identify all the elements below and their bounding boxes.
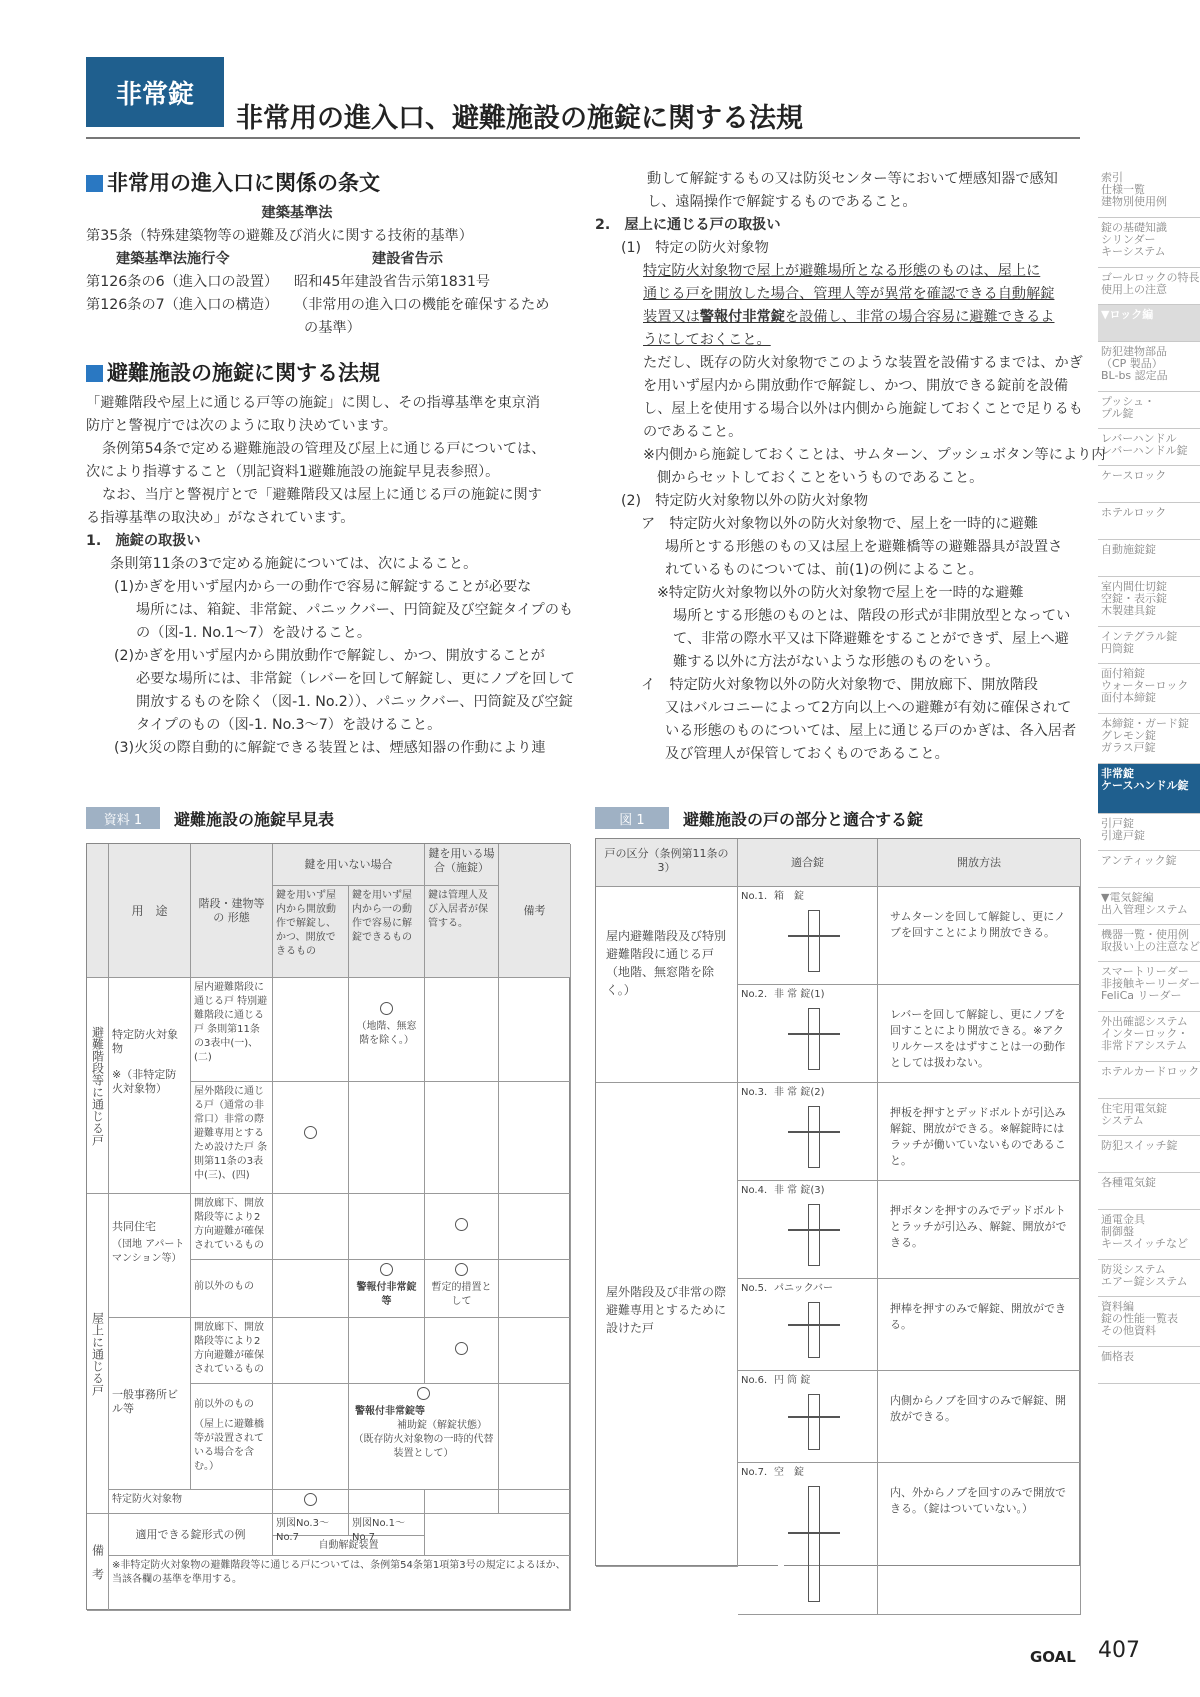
lock-diagram-icon <box>778 1008 838 1070</box>
para: (1)かぎを用いず屋内から一の動作で容易に解錠することが必要な <box>114 579 532 595</box>
para: 次により指導すること（別記資料1避難施設の施錠早見表参照）。 <box>86 464 500 480</box>
lock-fit-table <box>595 838 1080 1566</box>
note: て、非常の際水平又は下降避難をすることができず、屋上へ避 <box>673 631 1069 647</box>
section-heading-entry: 非常用の進入口に関係の条文 <box>86 168 568 198</box>
para: る指導基準の取決め」がなされています。 <box>86 510 355 526</box>
para: 条例第54条で定める避難施設の管理及び屋上に通じる戸については、 <box>102 441 546 457</box>
lock-cell: No.3．非 常 錠(2) <box>738 1083 878 1181</box>
form-outdoor: 屋外階段に通じる戸（通常の非常口）非常の際避難専用とするため設けた戸 条則第11条の3表中(三)、(四) <box>191 1082 273 1194</box>
table2-caption <box>595 805 923 831</box>
subheading: 2. 屋上に通じる戸の取扱い <box>595 217 781 233</box>
circle-mark-icon <box>417 1387 430 1400</box>
sidebar-index <box>1098 168 1200 1384</box>
sidebar-tab[interactable]: 本締錠・ガード錠 グレモン錠 ガラス戸錠 <box>1098 714 1200 764</box>
para: タイプのもの（図-1. No.3〜7）を設けること。 <box>136 717 442 733</box>
para: 特定防火対象物で屋上が避難場所となる形態のものは、屋上に <box>643 263 1041 279</box>
sidebar-tab[interactable]: インテグラル錠 円筒錠 <box>1098 627 1200 664</box>
cell-office-key <box>425 1318 499 1384</box>
sidebar-tab[interactable]: 防犯スイッチ錠 <box>1098 1136 1200 1173</box>
para: のであること。 <box>643 424 743 440</box>
para: の（図-1. No.1〜7）を設けること。 <box>136 625 372 641</box>
open-method: レバーを回して解錠し、更にノブを回すことにより開放できる。※アクリルケースをはずすことは一の動作としては扱わない。 <box>878 985 1081 1083</box>
circle-mark-icon <box>455 1263 468 1276</box>
sidebar-tab[interactable]: 価格表 <box>1098 1347 1200 1384</box>
lock-diagram-icon <box>778 1486 838 1602</box>
form-2way: 開放廊下、開放階段等により2方向避難が確保されているもの <box>191 1318 273 1384</box>
para: 又はバルコニーによって2方向以上への避難が有効に確保されて <box>665 700 1072 716</box>
section-badge: 非常錠 <box>86 57 224 127</box>
sidebar-tab[interactable]: ホテルカードロック <box>1098 1062 1200 1099</box>
use-housing: 共同住宅 （団地 アパート マンション等） <box>109 1194 191 1318</box>
lock-diagram-icon <box>778 1394 838 1450</box>
sidebar-tab[interactable]: 資料編 錠の性能一覧表 その他資料 <box>1098 1297 1200 1347</box>
sidebar-tab[interactable]: 索引 仕様一覧 建物別使用例 <box>1098 168 1200 218</box>
sidebar-tab[interactable]: 防犯建物部品 （CP 製品） BL-bs 認定品 <box>1098 342 1200 392</box>
circle-mark-icon <box>380 1002 393 1015</box>
fig-ref-2: 別図No.1〜No.7 <box>349 1514 425 1536</box>
th-remark: 備考 <box>499 844 571 978</box>
para: 動して解錠するもの又は防災センター等において煙感知器で感知 <box>647 171 1058 187</box>
cell-outdoor-open <box>273 1082 349 1194</box>
sidebar-tab[interactable]: 外出確認システム インターロック・ 非常ドアシステム <box>1098 1012 1200 1062</box>
table1-title: 避難施設の施錠早見表 <box>174 809 335 829</box>
use-office: 一般事務所ビル等 <box>109 1318 191 1490</box>
th-door: 戸の区分（条例第11条の3） <box>596 839 738 887</box>
th-lock: 適合錠 <box>738 839 878 887</box>
quick-reference-table <box>86 843 570 1610</box>
lock-cell: No.5．パニックバー <box>738 1279 878 1371</box>
group-remarks: 備 考 <box>87 1514 109 1611</box>
lock-cell: No.4．非 常 錠(3) <box>738 1181 878 1279</box>
door-outdoor: 屋外階段及び非常の際避難専用とするために設けた戸 <box>596 1083 738 1567</box>
form-2way: 開放廊下、開放階段等により2方向避難が確保されているもの <box>191 1194 273 1260</box>
sidebar-tab[interactable]: レバーハンドル レバーハンドル錠 <box>1098 429 1200 466</box>
sidebar-tab[interactable]: 引戸錠 引違戸錠 <box>1098 814 1200 851</box>
page-title: 非常用の進入口、避難施設の施錠に関する法規 <box>236 103 803 134</box>
para: (2)かぎを用いず屋内から開放動作で解錠し、かつ、開放することが <box>114 648 545 664</box>
para: 通じる戸を開放した場合、管理人等が異常を確認できる自動解錠 <box>643 286 1055 302</box>
note: 難する以外に方法がないような形態のものをいう。 <box>673 654 1000 670</box>
para: なお、当庁と警視庁とで「避難階段又は屋上に通じる戸の施錠に関す <box>102 487 542 503</box>
sidebar-tab[interactable]: ゴールロックの特長 使用上の注意 <box>1098 268 1200 305</box>
section-heading-lock: 避難施設の施錠に関する法規 <box>86 358 568 388</box>
lock-cell: No.6．円 筒 錠 <box>738 1371 878 1463</box>
cell-indoor-one: （地階、無窓階を除く。） <box>349 978 425 1082</box>
table1-caption <box>86 805 334 831</box>
law-row-2: 第126条の7（進入口の構造） （非常用の進入口の機能を確保するため <box>86 297 550 313</box>
note: ※特定防火対象物以外の防火対象物で屋上を一時的な避難 <box>657 585 1024 601</box>
para-alarm: 装置又は警報付非常錠を設備し、非常の場合容易に避難できるよ <box>643 309 1055 325</box>
para: ア 特定防火対象物以外の防火対象物で、屋上を一時的に避難 <box>641 516 1038 532</box>
para: し、屋上を使用する場合以外は内側から施錠しておくことで足りるも <box>643 401 1083 417</box>
note: 側からセットしておくことをいうものであること。 <box>657 470 984 486</box>
table1-label: 資料 1 <box>86 807 160 829</box>
square-bullet-icon <box>86 365 103 382</box>
sidebar-tab[interactable]: 自動施錠錠 <box>1098 540 1200 577</box>
open-method: サムターンを回して解錠し、更にノブを回すことにより開放できる。 <box>878 887 1081 985</box>
para: うにしておくこと。 <box>643 332 771 348</box>
cell-temp: 暫定的措置として <box>425 1260 499 1318</box>
circle-mark-icon <box>455 1342 468 1355</box>
sidebar-tab[interactable]: 防災システム エアー錠システム <box>1098 1260 1200 1297</box>
right-column <box>595 168 1106 766</box>
sidebar-tab[interactable]: ▼ロック編 <box>1098 305 1200 342</box>
table2-title: 避難施設の戸の部分と適合する錠 <box>683 809 924 829</box>
sidebar-tab[interactable]: ▼電気錠編 出入管理システム <box>1098 888 1200 925</box>
open-method: 内側からノブを回すのみで解錠、開放ができる。 <box>878 1371 1081 1463</box>
circle-mark-icon <box>304 1493 317 1506</box>
sidebar-tab[interactable]: 面付箱錠 ウォーターロック 面付本締錠 <box>1098 664 1200 714</box>
lock-diagram-icon <box>778 1106 838 1168</box>
th-form: 階段・建物等の 形態 <box>191 844 273 978</box>
para: イ 特定防火対象物以外の防火対象物で、開放廊下、開放階段 <box>641 677 1038 693</box>
table1-note: ※非特定防火対象物の避難階段等に通じる戸については、条例第54条第1項第3号の規定によるほか、当該各欄の基準を準用する。 <box>109 1556 571 1611</box>
para: 必要な場所には、非常錠（レバーを回して解錠し、更にノブを回して <box>136 671 575 687</box>
sidebar-tab[interactable]: 室内間仕切錠 空錠・表示錠 木製建具錠 <box>1098 577 1200 627</box>
subheading: 1. 施錠の取扱い <box>86 533 201 549</box>
para: を用いず屋内から開放動作で解錠し、かつ、開放できる錠前を設備 <box>643 378 1069 394</box>
sidebar-tab[interactable]: 錠の基礎知識 シリンダー キーシステム <box>1098 218 1200 268</box>
lock-diagram-icon <box>778 910 838 972</box>
left-column <box>86 168 575 760</box>
th-k1: 鍵を用いず屋内から開放動作で解錠し、かつ、開放できるもの <box>273 886 349 978</box>
article-35: 第35条（特殊建築物等の避難及び消火に関する技術的基準） <box>86 228 473 244</box>
para: (3)火災の際自動的に解錠できる装置とは、煙感知器の作動により連 <box>114 740 546 756</box>
para: 「避難階段や屋上に通じる戸等の施錠」に関し、その指導基準を東京消 <box>86 395 541 411</box>
subheading-2: (2) 特定防火対象物以外の防火対象物 <box>621 493 869 509</box>
sidebar-tab[interactable]: 住宅用電気錠 システム <box>1098 1099 1200 1136</box>
group-stairs: 避難階段等に通じる戸 <box>87 978 109 1194</box>
para: いる形態のものについては、屋上に通じる戸のかぎは、各入居者 <box>665 723 1077 739</box>
sidebar-tab[interactable]: アンティック錠 <box>1098 851 1200 888</box>
para: ただし、既存の防火対象物でこのような装置を設備するまでは、かぎ <box>643 355 1083 371</box>
law-names-row: 建築基準法施行令 建設省告示 <box>116 251 443 267</box>
use-special-roof: 特定防火対象物 <box>109 1490 273 1514</box>
para: 防庁と警視庁では次のように取り決めています。 <box>86 418 397 434</box>
open-method: 内、外からノブを回すのみで開放できる。（錠はついていない。） <box>878 1463 1081 1615</box>
th-nokey: 鍵を用いない場合 <box>273 844 425 886</box>
auto-unlock: 自動解錠装置 <box>273 1536 425 1556</box>
goal-logo: GOAL <box>1030 1648 1076 1666</box>
lock-cell: No.1．箱 錠 <box>738 887 878 985</box>
para: し、遠隔操作で解錠するものであること。 <box>647 194 917 210</box>
sidebar-tab[interactable]: ケースロック <box>1098 466 1200 503</box>
lock-cell: No.2．非 常 錠(1) <box>738 985 878 1083</box>
form-other: 前以外のもの <box>191 1260 273 1318</box>
circle-mark-icon <box>455 1218 468 1231</box>
table2-label: 図 1 <box>595 807 669 829</box>
para: れているものについては、前(1)の例によること。 <box>665 562 983 578</box>
applicable-locks: 適用できる錠形式の例 <box>109 1514 273 1556</box>
form-other-office: 前以外のもの （屋上に避難橋等が設置されている場合を含む。） <box>191 1384 273 1490</box>
sidebar-tab[interactable]: プッシュ・ プル錠 <box>1098 392 1200 429</box>
cell-office-other: 警報付非常錠等 補助錠（解錠状態） （既存防火対象物の一時的代替装置として） <box>349 1384 499 1490</box>
para: 場所には、箱錠、非常錠、パニックバー、円筒錠及び空錠タイプのも <box>136 602 574 618</box>
law-row-2-cont: の基準） <box>304 320 361 336</box>
open-method: 押棒を押すのみで解錠、開放ができる。 <box>878 1279 1081 1371</box>
para: 及び管理人が保管しておくものであること。 <box>665 746 949 762</box>
th-use: 用 途 <box>109 844 191 978</box>
para: 開放するものを除く（図-1. No.2））、パニックバー、円筒錠及び空錠 <box>136 694 573 710</box>
header-rule <box>86 137 1080 139</box>
sidebar-tab[interactable]: 非常錠 ケースハンドル錠 <box>1098 764 1200 814</box>
open-method: 押板を押すとデッドボルトが引込み解錠、開放ができる。※解錠時にはラッチが働いていないものであること。 <box>878 1083 1081 1181</box>
fig-ref-1: 別図No.3〜No.7 <box>273 1514 349 1536</box>
subheading-1: (1) 特定の防火対象物 <box>621 240 769 256</box>
sidebar-tab[interactable]: スマートリーダー 非接触キーリーダー FeliCa リーダー <box>1098 962 1200 1012</box>
cell-housing-key <box>425 1194 499 1260</box>
page-number: 407 <box>1098 1638 1140 1663</box>
group-roof: 屋上に通じる戸 <box>87 1194 109 1514</box>
note: ※内側から施錠しておくことは、サムターン、プッシュボタン等により内 <box>643 447 1106 463</box>
law-name: 建築基準法 <box>261 205 333 221</box>
sidebar-tab[interactable]: ホテルロック <box>1098 503 1200 540</box>
th-withkey: 鍵を用いる場合（施錠） <box>425 844 499 886</box>
circle-mark-icon <box>304 1126 317 1139</box>
note: 場所とする形態のものとは、階段の形式が非開放型となってい <box>673 608 1071 624</box>
open-method: 押ボタンを押すのみでデッドボルトとラッチが引込み、解錠、開放ができる。 <box>878 1181 1081 1279</box>
law-row-1: 第126条の6（進入口の設置） 昭和45年建設省告示第1831号 <box>86 274 491 290</box>
door-indoor: 屋内避難階段及び特別避難階段に通じる戸（地階、無窓階を除く。） <box>596 887 738 1083</box>
square-bullet-icon <box>86 175 103 192</box>
lock-diagram-icon <box>778 1302 838 1358</box>
sidebar-tab[interactable]: 機器一覧・使用例 取扱い上の注意など <box>1098 925 1200 962</box>
cell-special-roof <box>273 1490 349 1514</box>
th-k2: 鍵を用いず屋内から一の動作で容易に解錠できるもの <box>349 886 425 978</box>
use-special: 特定防火対象物 ※（非特定防火対象物） <box>109 978 191 1194</box>
lock-diagram-icon <box>778 1204 838 1266</box>
circle-mark-icon <box>380 1263 393 1276</box>
lock-cell: No.7．空 錠 <box>738 1463 878 1615</box>
cell-alarm: 警報付非常錠等 <box>349 1260 425 1318</box>
th-k3: 鍵は管理人及び入居者が保管する。 <box>425 886 499 978</box>
para: 場所とする形態のもの又は屋上を避難橋等の避難器具が設置さ <box>665 539 1063 555</box>
para: 条則第11条の3で定める施錠については、次によること。 <box>110 556 478 572</box>
form-indoor: 屋内避難階段に通じる戸 特別避難階段に通じる戸 条則第11条の3表中(一)、(二) <box>191 978 273 1082</box>
sidebar-tab[interactable]: 各種電気錠 <box>1098 1173 1200 1210</box>
th-method: 開放方法 <box>878 839 1081 887</box>
sidebar-tab[interactable]: 通電金具 制御盤 キースイッチなど <box>1098 1210 1200 1260</box>
